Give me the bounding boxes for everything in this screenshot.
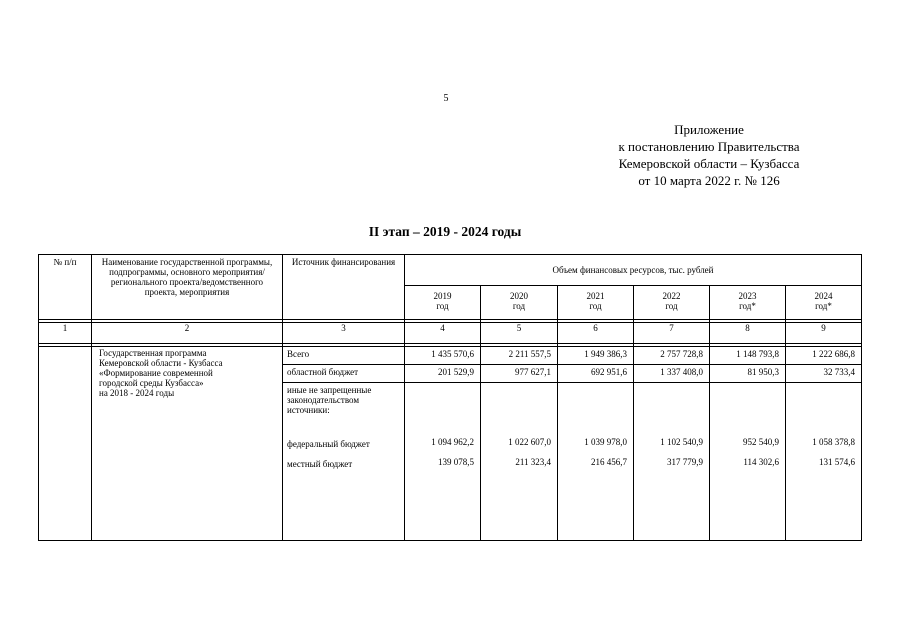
- header-volume: Объем финансовых ресурсов, тыс. рублей: [405, 255, 862, 286]
- header-year-2021: 2021 год: [558, 286, 634, 320]
- column-number-row: [39, 323, 862, 344]
- value-cell: 1 022 607,0 211 323,4: [481, 383, 558, 541]
- value-cell: 1 148 793,8: [710, 347, 786, 365]
- header-year-2022: 2022 год: [634, 286, 710, 320]
- value-cell: 81 950,3: [710, 365, 786, 383]
- column-number: 4: [405, 323, 481, 344]
- column-number: 8: [710, 323, 786, 344]
- value-cell: 1 337 408,0: [634, 365, 710, 383]
- appendix-line: Кемеровской области – Кузбасса: [618, 156, 800, 171]
- program-number-cell: [39, 347, 92, 541]
- value-cell: 1 222 686,8: [786, 347, 862, 365]
- value-cell: 2 211 557,5: [481, 347, 558, 365]
- header-num: № п/п: [39, 255, 92, 320]
- appendix-line: от 10 марта 2022 г. № 126: [638, 173, 780, 188]
- value-cell: 201 529,9: [405, 365, 481, 383]
- value-cell: 1 039 978,0 216 456,7: [558, 383, 634, 541]
- table-row-total: [39, 347, 862, 365]
- source-federal: федеральный бюджет: [287, 439, 370, 449]
- column-number: 1: [39, 323, 92, 344]
- column-number: 3: [283, 323, 405, 344]
- value-cell: 977 627,1: [481, 365, 558, 383]
- value-cell: 1 058 378,8 131 574,6: [786, 383, 862, 541]
- column-number: 9: [786, 323, 862, 344]
- financing-table: [38, 254, 862, 541]
- header-year-2019: 2019 год: [405, 286, 481, 320]
- header-year-2023: 2023 год*: [710, 286, 786, 320]
- stage-title: II этап – 2019 - 2024 годы: [368, 224, 522, 239]
- appendix-block: [590, 121, 828, 189]
- column-number: 2: [92, 323, 283, 344]
- column-number: 5: [481, 323, 558, 344]
- source-local: местный бюджет: [287, 459, 353, 469]
- value-cell: 1 435 570,6: [405, 347, 481, 365]
- column-number: 6: [558, 323, 634, 344]
- header-year-2020: 2020 год: [481, 286, 558, 320]
- appendix-line: к постановлению Правительства: [618, 139, 800, 154]
- source-total: Всего: [283, 347, 405, 365]
- page-number: 5: [443, 93, 449, 104]
- program-name-cell: Государственная программа Кемеровской области - Кузбасса «Формирование современной городской среды Кузбасса» на 2018 - 2024 годы: [92, 347, 283, 541]
- source-other: иные не запрещенные законодательством источники: федеральный бюджет местный бюджет: [283, 383, 405, 541]
- source-regional: областной бюджет: [283, 365, 405, 383]
- value-cell: 32 733,4: [786, 365, 862, 383]
- value-cell: 952 540,9 114 302,6: [710, 383, 786, 541]
- value-cell: 1 102 540,9 317 779,9: [634, 383, 710, 541]
- value-cell: 2 757 728,8: [634, 347, 710, 365]
- header-name: Наименование государственной программы, подпрограммы, основного мероприятия/регионального проекта/ведомственного проекта, мероприятия: [92, 255, 283, 320]
- appendix-line: Приложение: [674, 122, 744, 137]
- value-cell: 692 951,6: [558, 365, 634, 383]
- value-cell: 1 094 962,2 139 078,5: [405, 383, 481, 541]
- header-source: Источник финансирования: [283, 255, 405, 320]
- header-year-2024: 2024 год*: [786, 286, 862, 320]
- value-cell: 1 949 386,3: [558, 347, 634, 365]
- column-number: 7: [634, 323, 710, 344]
